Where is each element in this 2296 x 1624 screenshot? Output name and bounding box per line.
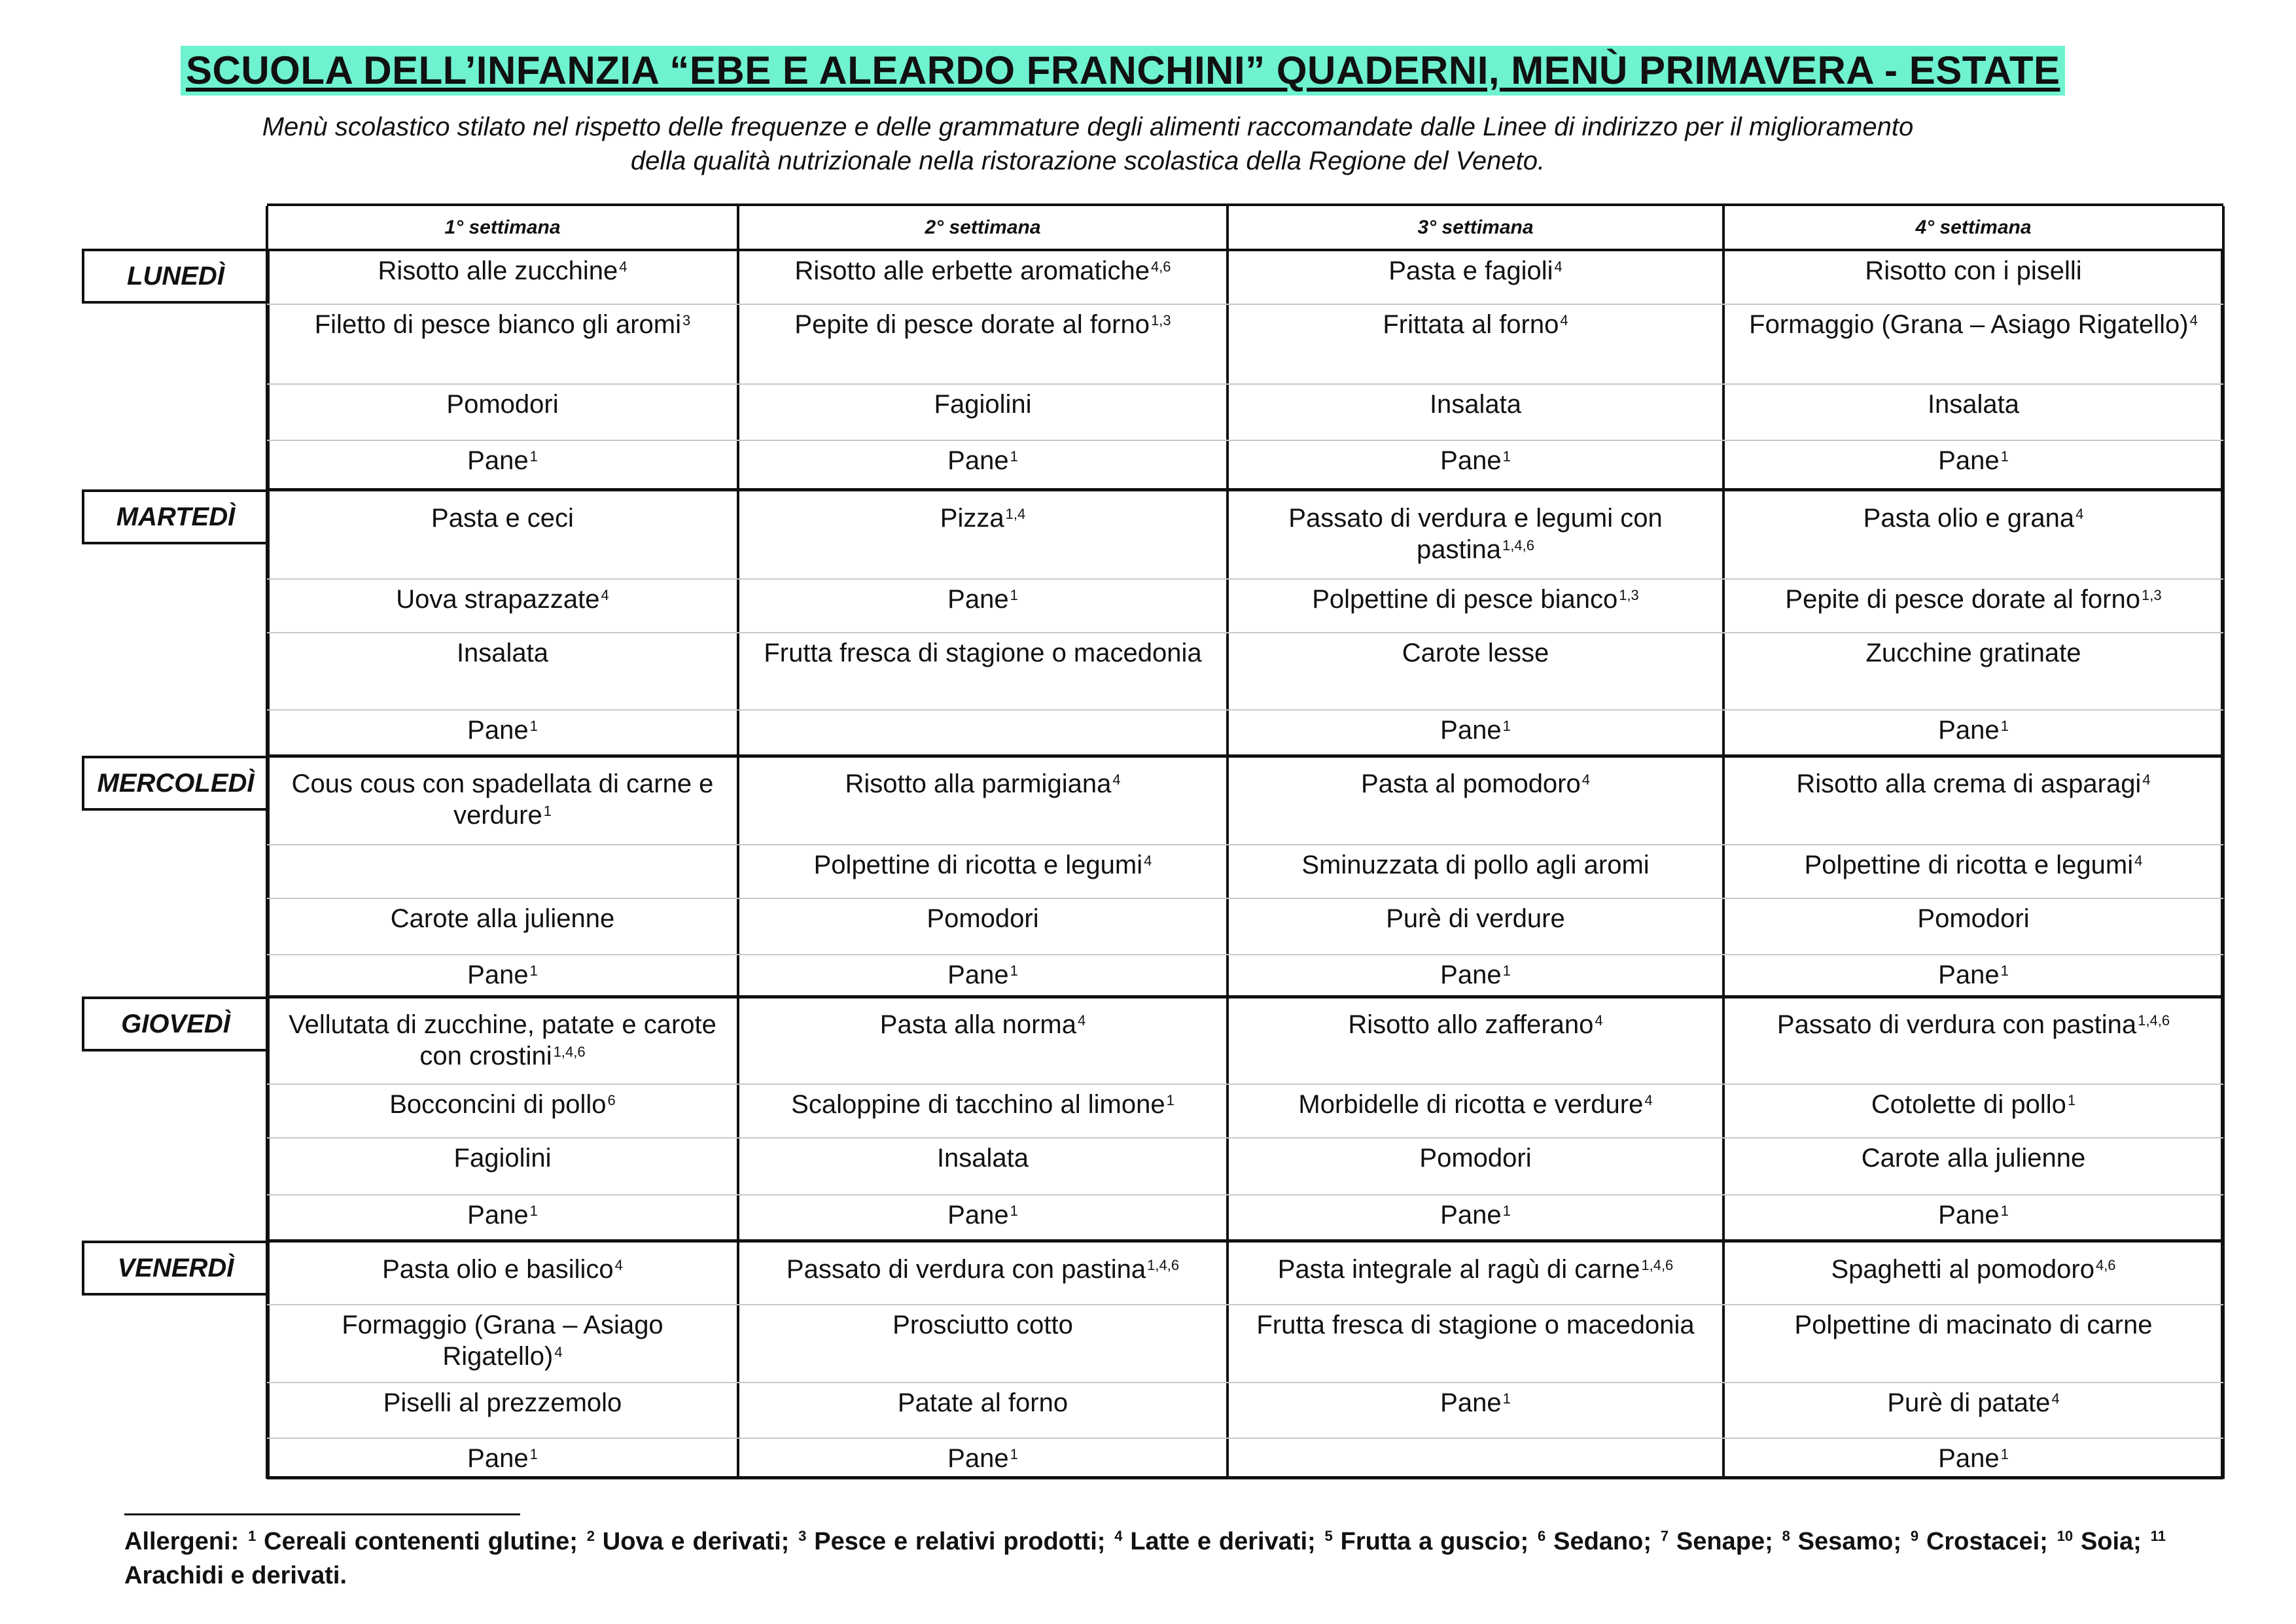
- allergen-ref: 4,6: [2095, 1257, 2116, 1273]
- allergen-number: 5: [1324, 1528, 1333, 1544]
- allergen-name: Cereali contenenti glutine;: [264, 1528, 578, 1555]
- dish-name: Risotto con i piselli: [1865, 256, 2082, 285]
- allergen-ref: 4: [619, 258, 627, 275]
- allergen-ref: 1: [2000, 962, 2009, 979]
- allergens-label: Allergeni:: [124, 1528, 239, 1555]
- dish-name: Patate al forno: [897, 1388, 1069, 1417]
- dish-name: Carote lesse: [1402, 639, 1549, 667]
- page-title: SCUOLA DELL’INFANZIA “EBE E ALEARDO FRANCHINI” QUADERNI, MENÙ PRIMAVERA - ESTATE: [181, 46, 2065, 96]
- allergen-number: 1: [248, 1528, 256, 1544]
- menu-item: [1723, 1199, 2223, 1231]
- allergen-ref: 1: [1010, 1203, 1018, 1219]
- menu-item: [267, 389, 738, 420]
- dish-name: Fagiolini: [934, 390, 1032, 419]
- allergen-ref: 4: [2189, 312, 2198, 328]
- menu-item: [1227, 715, 1723, 746]
- allergen-ref: 4: [2075, 506, 2084, 522]
- dish-name: Risotto alla parmigiana: [845, 769, 1112, 798]
- menu-item: [1723, 959, 2223, 991]
- dish-name: Morbidelle di ricotta e verdure: [1298, 1090, 1644, 1119]
- menu-item: [1723, 503, 2223, 534]
- menu-item: [267, 309, 738, 340]
- dish-name: Pizza: [940, 504, 1004, 533]
- menu-item: [738, 768, 1227, 800]
- dish-name: Pane: [1938, 446, 2000, 475]
- dish-name: Bocconcini di pollo: [389, 1090, 607, 1119]
- allergen-ref: 4: [601, 587, 609, 603]
- menu-item: [738, 1199, 1227, 1231]
- dish-name: Pane: [1938, 961, 2000, 989]
- day-divider: [267, 1239, 2223, 1243]
- menu-item: [738, 309, 1227, 340]
- menu-item: [267, 445, 738, 476]
- menu-item: [1227, 1199, 1723, 1231]
- allergen-ref: 1: [1010, 587, 1018, 603]
- allergen-name: Soia;: [2080, 1528, 2142, 1555]
- dish-name: Pane: [1440, 961, 1502, 989]
- dish-name: Fagiolini: [453, 1144, 552, 1173]
- dish-name: Pane: [467, 716, 529, 745]
- menu-item: [738, 637, 1227, 669]
- dish-name: Pomodori: [1419, 1144, 1532, 1173]
- menu-item: [1227, 503, 1723, 565]
- dish-name: Pane: [1938, 1201, 2000, 1229]
- dish-name: Pane: [467, 1201, 529, 1229]
- dish-row-divider: [267, 1137, 2223, 1139]
- menu-item: [1723, 1387, 2223, 1419]
- allergen-ref: 1: [529, 448, 538, 465]
- dish-name: Insalata: [1429, 390, 1522, 419]
- allergen-ref: 4: [614, 1257, 623, 1273]
- dish-name: Frutta fresca di stagione o macedonia: [1256, 1311, 1695, 1339]
- dish-name: Pasta alla norma: [879, 1010, 1076, 1039]
- allergen-ref: 4: [2142, 771, 2151, 788]
- day-label-giovedì: GIOVEDÌ: [82, 997, 267, 1051]
- dish-name: Filetto di pesce bianco gli aromi: [314, 310, 682, 339]
- menu-item: [738, 1309, 1227, 1341]
- allergen-ref: 1,3: [1619, 587, 1639, 603]
- dish-name: Purè di verdure: [1386, 904, 1565, 933]
- dish-name: Risotto alla crema di asparagi: [1796, 769, 2142, 798]
- dish-name: Risotto allo zafferano: [1348, 1010, 1594, 1039]
- allergen-ref: 4: [2051, 1390, 2060, 1407]
- allergen-ref: 1: [2000, 448, 2009, 465]
- menu-item: [267, 1254, 738, 1285]
- allergen-ref: 1: [529, 1203, 538, 1219]
- dish-name: Pane: [947, 1201, 1009, 1229]
- allergen-name: Sedano;: [1553, 1528, 1651, 1555]
- menu-item: [738, 1254, 1227, 1285]
- menu-item: [267, 1199, 738, 1231]
- allergen-ref: 4: [1581, 771, 1590, 788]
- dish-row-divider: [267, 440, 2223, 441]
- allergen-ref: 1: [1502, 1390, 1511, 1407]
- dish-name: Pane: [1938, 716, 2000, 745]
- allergen-ref: 1: [1502, 1203, 1511, 1219]
- allergen-ref: 1,4,6: [553, 1044, 586, 1060]
- allergen-ref: 1,4,6: [2138, 1012, 2170, 1029]
- menu-item: [738, 503, 1227, 534]
- menu-item: [1723, 637, 2223, 669]
- dish-row-divider: [267, 578, 2223, 580]
- menu-item: [1227, 849, 1723, 881]
- dish-row-divider: [267, 709, 2223, 711]
- dish-name: Risotto alle erbette aromatiche: [794, 256, 1150, 285]
- allergen-number: 7: [1660, 1528, 1669, 1544]
- day-divider: [267, 995, 2223, 998]
- menu-item: [267, 1009, 738, 1072]
- menu-item: [1723, 1089, 2223, 1120]
- menu-item: [267, 903, 738, 934]
- allergen-number: 4: [1114, 1528, 1123, 1544]
- allergen-name: Crostacei;: [1926, 1528, 2048, 1555]
- menu-item: [1723, 849, 2223, 881]
- allergen-name: Uova e derivati;: [602, 1528, 790, 1555]
- allergen-name: Frutta a guscio;: [1340, 1528, 1529, 1555]
- menu-item: [738, 959, 1227, 991]
- allergen-number: 2: [586, 1528, 595, 1544]
- dish-row-divider: [267, 1194, 2223, 1195]
- allergen-ref: 4: [1644, 1092, 1653, 1108]
- table-bottom-rule: [267, 1476, 2223, 1479]
- dish-name: Piselli al prezzemolo: [383, 1388, 622, 1417]
- menu-item: [267, 1142, 738, 1174]
- allergen-ref: 1: [1502, 448, 1511, 465]
- menu-item: [1227, 1387, 1723, 1419]
- dish-name: Frutta fresca di stagione o macedonia: [764, 639, 1202, 667]
- allergen-ref: 1,4,6: [1641, 1257, 1674, 1273]
- menu-item: [1723, 1009, 2223, 1040]
- menu-item: [1723, 255, 2223, 287]
- dish-name: Cotolette di pollo: [1871, 1090, 2066, 1119]
- dish-name: Insalata: [1927, 390, 2020, 419]
- menu-item: [1227, 389, 1723, 420]
- allergen-ref: 1,3: [2141, 587, 2162, 603]
- week-header-4: 4° settimana: [1915, 217, 2032, 238]
- menu-item: [267, 1387, 738, 1419]
- allergen-ref: 4,6: [1150, 258, 1171, 275]
- allergen-ref: 1: [2067, 1092, 2076, 1108]
- menu-item: [1723, 903, 2223, 934]
- dish-name: Passato di verdura con pastina: [786, 1255, 1146, 1284]
- menu-item: [267, 1309, 738, 1372]
- menu-item: [738, 255, 1227, 287]
- menu-item: [738, 849, 1227, 881]
- menu-item: [738, 1089, 1227, 1120]
- allergen-ref: 4: [2134, 853, 2143, 869]
- menu-item: [1227, 309, 1723, 340]
- menu-item: [1723, 715, 2223, 746]
- menu-item: [1723, 1142, 2223, 1174]
- dish-name: Polpettine di pesce bianco: [1312, 585, 1618, 614]
- subtitle-line-2: della qualità nutrizionale nella ristorazione scolastica della Regione del Veneto.: [630, 147, 1545, 175]
- day-divider: [267, 488, 2223, 491]
- allergen-ref: 1: [1010, 1446, 1018, 1462]
- week-header-1: 1° settimana: [444, 217, 561, 238]
- allergen-ref: 4: [1112, 771, 1121, 788]
- day-label-venerdì: VENERDÌ: [82, 1241, 267, 1296]
- allergen-ref: 1: [2000, 1446, 2009, 1462]
- table-top-rule: [267, 203, 2223, 206]
- allergen-ref: 1: [529, 718, 538, 734]
- menu-item: [1227, 584, 1723, 615]
- dish-name: Spaghetti al pomodoro: [1831, 1255, 2094, 1284]
- allergen-name: Senape;: [1676, 1528, 1773, 1555]
- allergen-number: 6: [1538, 1528, 1546, 1544]
- dish-name: Cous cous con spadellata di carne e verdure: [291, 769, 714, 830]
- allergen-ref: 1: [1502, 718, 1511, 734]
- allergen-ref: 1: [543, 803, 552, 819]
- allergen-ref: 1: [1166, 1092, 1174, 1108]
- allergen-number: 11: [2150, 1528, 2166, 1544]
- dish-name: Pasta olio e basilico: [382, 1255, 614, 1284]
- menu-item: [738, 584, 1227, 615]
- menu-item: [1227, 903, 1723, 934]
- dish-name: Pane: [947, 585, 1009, 614]
- dish-name: Purè di patate: [1887, 1388, 2051, 1417]
- day-label-mercoledì: MERCOLEDÌ: [82, 756, 267, 811]
- dish-name: Prosciutto cotto: [892, 1311, 1073, 1339]
- menu-item: [1723, 1254, 2223, 1285]
- dish-name: Vellutata di zucchine, patate e carote con crostini: [289, 1010, 716, 1070]
- page-subtitle: [255, 110, 1920, 178]
- dish-name: Zucchine gratinate: [1865, 639, 2081, 667]
- menu-item: [1227, 959, 1723, 991]
- allergen-ref: 4: [1560, 312, 1568, 328]
- allergens-legend: [124, 1525, 2166, 1593]
- menu-item: [267, 959, 738, 991]
- allergen-name: Sesamo;: [1797, 1528, 1902, 1555]
- menu-item: [738, 445, 1227, 476]
- dish-name: Passato di verdura e legumi con pastina: [1288, 504, 1663, 564]
- allergen-ref: 1: [529, 962, 538, 979]
- dish-row-divider: [267, 844, 2223, 845]
- dish-name: Pepite di pesce dorate al forno: [1785, 585, 2140, 614]
- menu-item: [738, 1443, 1227, 1474]
- menu-item: [1227, 1009, 1723, 1040]
- dish-name: Formaggio (Grana – Asiago Rigatello): [1749, 310, 2189, 339]
- allergen-number: 10: [2057, 1528, 2074, 1544]
- menu-item: [738, 1142, 1227, 1174]
- menu-item: [1227, 255, 1723, 287]
- dish-row-divider: [267, 1304, 2223, 1305]
- menu-item: [1227, 1142, 1723, 1174]
- dish-name: Pepite di pesce dorate al forno: [794, 310, 1150, 339]
- allergen-ref: 6: [607, 1092, 616, 1108]
- dish-name: Pomodori: [1917, 904, 2030, 933]
- menu-item: [738, 1009, 1227, 1040]
- allergen-name: Pesce e relativi prodotti;: [814, 1528, 1106, 1555]
- dish-row-divider: [267, 898, 2223, 899]
- menu-item: [1723, 389, 2223, 420]
- dish-name: Pane: [1938, 1444, 2000, 1473]
- allergen-ref: 1,4,6: [1147, 1257, 1180, 1273]
- dish-name: Polpettine di ricotta e legumi: [1804, 851, 2134, 879]
- dish-name: Pasta integrale al ragù di carne: [1277, 1255, 1640, 1284]
- dish-name: Carote alla julienne: [1861, 1144, 2086, 1173]
- allergen-ref: 1: [2000, 1203, 2009, 1219]
- allergen-number: 9: [1910, 1528, 1919, 1544]
- dish-row-divider: [267, 1438, 2223, 1439]
- allergen-ref: 4: [1554, 258, 1563, 275]
- dish-name: Pasta olio e grana: [1863, 504, 2075, 533]
- menu-item: [1723, 445, 2223, 476]
- allergen-ref: 1,4: [1005, 506, 1026, 522]
- allergen-ref: 1: [1502, 962, 1511, 979]
- dish-row-divider: [267, 954, 2223, 955]
- menu-item: [1723, 1443, 2223, 1474]
- dish-row-divider: [267, 383, 2223, 385]
- week-header-2: 2° settimana: [925, 217, 1041, 238]
- dish-name: Formaggio (Grana – Asiago Rigatello): [342, 1311, 663, 1371]
- dish-name: Sminuzzata di pollo agli aromi: [1301, 851, 1650, 879]
- allergen-ref: 1: [2000, 718, 2009, 734]
- menu-item: [1723, 768, 2223, 800]
- allergen-ref: 4: [1077, 1012, 1086, 1029]
- dish-name: Pane: [1440, 446, 1502, 475]
- dish-name: Pomodori: [446, 390, 559, 419]
- dish-name: Pane: [467, 446, 529, 475]
- allergen-ref: 4: [554, 1344, 563, 1360]
- subtitle-line-1: Menù scolastico stilato nel rispetto delle frequenze e delle grammature degli alimenti raccomandate dalle Linee di indirizzo per il miglioramento: [262, 113, 1914, 141]
- menu-item: [1227, 1254, 1723, 1285]
- menu-item: [738, 903, 1227, 934]
- dish-name: Pasta e fagioli: [1388, 256, 1553, 285]
- menu-item: [1227, 1309, 1723, 1341]
- allergen-ref: 1: [1010, 448, 1018, 465]
- footnote-rule: [124, 1513, 520, 1515]
- allergen-ref: 3: [682, 312, 691, 328]
- allergen-ref: 4: [1595, 1012, 1603, 1029]
- menu-item: [1723, 309, 2223, 340]
- dish-name: Scaloppine di tacchino al limone: [791, 1090, 1165, 1119]
- allergen-number: 3: [798, 1528, 807, 1544]
- dish-name: Insalata: [456, 639, 549, 667]
- dish-name: Pomodori: [927, 904, 1039, 933]
- menu-item: [267, 1443, 738, 1474]
- allergen-name: Arachidi e derivati.: [124, 1562, 347, 1589]
- menu-item: [738, 389, 1227, 420]
- dish-name: Pane: [947, 446, 1009, 475]
- dish-name: Pane: [1440, 1201, 1502, 1229]
- dish-name: Polpettine di macinato di carne: [1794, 1311, 2153, 1339]
- menu-item: [267, 637, 738, 669]
- dish-name: Pane: [947, 1444, 1009, 1473]
- dish-name: Pane: [1440, 1388, 1502, 1417]
- menu-item: [267, 768, 738, 831]
- menu-item: [1227, 768, 1723, 800]
- menu-item: [1227, 637, 1723, 669]
- dish-name: Pane: [467, 961, 529, 989]
- allergen-ref: 1: [1010, 962, 1018, 979]
- allergen-ref: 1,4,6: [1502, 537, 1534, 554]
- menu-item: [267, 584, 738, 615]
- menu-item: [1227, 1089, 1723, 1120]
- dish-name: Risotto alle zucchine: [378, 256, 618, 285]
- day-label-lunedì: LUNEDÌ: [82, 249, 267, 304]
- allergen-ref: 1: [529, 1446, 538, 1462]
- dish-name: Pane: [467, 1444, 529, 1473]
- menu-item: [267, 503, 738, 534]
- allergen-number: 8: [1782, 1528, 1790, 1544]
- dish-name: Pane: [1440, 716, 1502, 745]
- allergen-name: Latte e derivati;: [1130, 1528, 1316, 1555]
- dish-name: Passato di verdura con pastina: [1776, 1010, 2137, 1039]
- menu-item: [1723, 584, 2223, 615]
- menu-item: [738, 1387, 1227, 1419]
- menu-item: [267, 715, 738, 746]
- menu-item: [1227, 445, 1723, 476]
- day-label-martedì: MARTEDÌ: [82, 489, 267, 544]
- dish-name: Polpettine di ricotta e legumi: [813, 851, 1143, 879]
- dish-row-divider: [267, 632, 2223, 633]
- menu-item: [267, 255, 738, 287]
- allergen-ref: 4: [1144, 853, 1152, 869]
- allergen-ref: 1,3: [1150, 312, 1171, 328]
- dish-name: Pane: [947, 961, 1009, 989]
- dish-name: Pasta al pomodoro: [1360, 769, 1581, 798]
- dish-name: Uova strapazzate: [396, 585, 600, 614]
- dish-name: Frittata al forno: [1383, 310, 1559, 339]
- dish-name: Pasta e ceci: [431, 504, 574, 533]
- dish-name: Carote alla julienne: [390, 904, 615, 933]
- menu-item: [1723, 1309, 2223, 1341]
- dish-row-divider: [267, 1084, 2223, 1085]
- day-divider: [267, 754, 2223, 758]
- dish-row-divider: [267, 304, 2223, 305]
- week-header-3: 3° settimana: [1417, 217, 1534, 238]
- dish-row-divider: [267, 1382, 2223, 1383]
- dish-name: Insalata: [936, 1144, 1029, 1173]
- menu-item: [267, 1089, 738, 1120]
